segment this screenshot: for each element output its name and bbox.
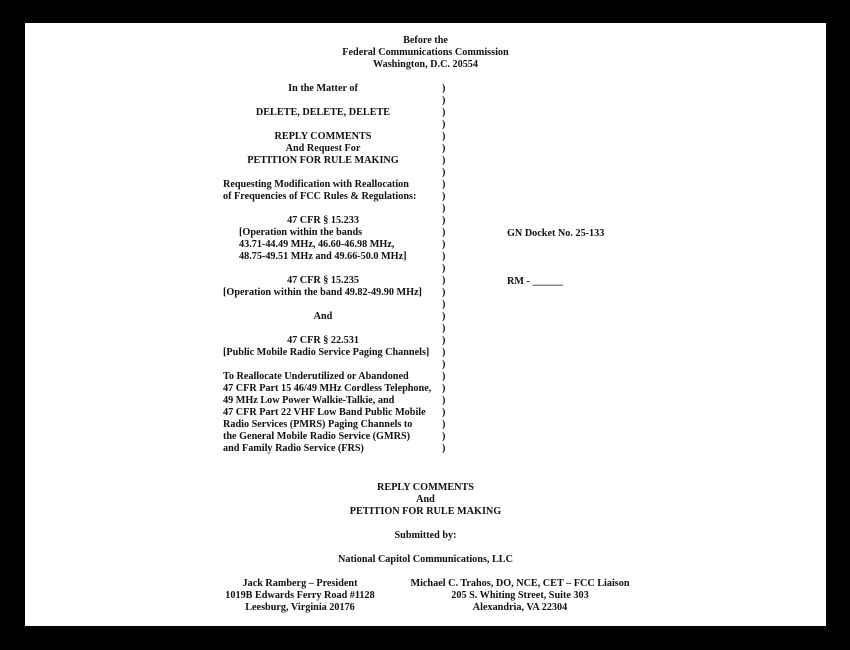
signatory-left (205, 578, 395, 614)
caption-paren: ) (442, 275, 446, 286)
caption-paren: ) (442, 395, 446, 406)
caption-paren: ) (442, 383, 446, 394)
caption-left-column (223, 83, 443, 455)
submitted-by: Submitted by: (394, 530, 457, 541)
caption-paren: ) (442, 431, 446, 442)
caption-request-2: of Frequencies of FCC Rules & Regulations: (223, 191, 417, 202)
caption-cfr1-a: [Operation within the bands (239, 227, 363, 238)
header-line-1: Before the (403, 35, 448, 46)
caption-paren: ) (442, 263, 446, 274)
caption-paren: ) (442, 95, 446, 106)
footer-title-2: And (416, 494, 435, 505)
document-header (25, 35, 826, 71)
caption-realloc-2: 47 CFR Part 15 46/49 MHz Cordless Telephone, (223, 383, 432, 394)
caption-paren: ) (442, 371, 446, 382)
signatory-right-name: Michael C. Trahos, DO, NCE, CET – FCC Liaison (410, 578, 630, 589)
caption-paren: ) (442, 359, 446, 370)
caption-paren: ) (442, 215, 446, 226)
caption-paren: ) (442, 227, 446, 238)
caption-paren: ) (442, 143, 446, 154)
rm-number: RM - ______ (507, 276, 564, 287)
caption-paren: ) (442, 335, 446, 346)
caption-cfr2-a: [Operation within the band 49.82-49.90 MHz] (223, 287, 422, 298)
document-page (25, 23, 826, 626)
signatory-left-addr2: Leesburg, Virginia 20176 (245, 602, 355, 613)
signatory-left-addr1: 1019B Edwards Ferry Road #1128 (225, 590, 375, 601)
caption-and: And (313, 311, 333, 322)
caption-realloc-5: Radio Services (PMRS) Paging Channels to (223, 419, 413, 430)
caption-reply-3: PETITION FOR RULE MAKING (247, 155, 399, 166)
caption-paren: ) (442, 311, 446, 322)
caption-realloc-1: To Reallocate Underutilized or Abandoned (223, 371, 409, 382)
caption-paren: ) (442, 419, 446, 430)
caption-paren: ) (442, 119, 446, 130)
caption-realloc-6: the General Mobile Radio Service (GMRS) (223, 431, 411, 442)
footer-title-1: REPLY COMMENTS (377, 482, 474, 493)
caption-paren: ) (442, 83, 446, 94)
signatory-right (405, 578, 635, 614)
caption-realloc-4: 47 CFR Part 22 VHF Low Band Public Mobile (223, 407, 426, 418)
caption-paren: ) (442, 131, 446, 142)
signatory-left-name: Jack Ramberg – President (242, 578, 358, 589)
caption-paren: ) (442, 407, 446, 418)
footer-title-3: PETITION FOR RULE MAKING (349, 506, 502, 517)
caption-matter: In the Matter of (288, 83, 358, 94)
caption-paren: ) (442, 287, 446, 298)
caption-paren: ) (442, 323, 446, 334)
caption-paren: ) (442, 167, 446, 178)
caption-cfr2-title: 47 CFR § 15.235 (287, 275, 359, 286)
caption-paren-column (442, 83, 450, 455)
caption-cfr3-a: [Public Mobile Radio Service Paging Channels] (223, 347, 430, 358)
caption-cfr1-b: 43.71-44.49 MHz, 46.60-46.98 MHz, (239, 239, 395, 250)
footer-title (25, 482, 826, 518)
organization-name: National Capitol Communications, LLC (338, 554, 513, 565)
caption-paren: ) (442, 239, 446, 250)
caption-paren: ) (442, 203, 446, 214)
caption-paren: ) (442, 107, 446, 118)
caption-cfr3-title: 47 CFR § 22.531 (287, 335, 359, 346)
caption-realloc-7: and Family Radio Service (FRS) (223, 443, 364, 454)
caption-delete: DELETE, DELETE, DELETE (255, 107, 391, 118)
caption-paren: ) (442, 191, 446, 202)
caption-paren: ) (442, 179, 446, 190)
caption-cfr1-c: 48.75-49.51 MHz and 49.66-50.0 MHz] (239, 251, 407, 262)
caption-paren: ) (442, 443, 446, 454)
caption-paren: ) (442, 155, 446, 166)
signatory-right-addr1: 205 S. Whiting Street, Suite 303 (451, 590, 589, 601)
caption-request-1: Requesting Modification with Reallocation (223, 179, 409, 190)
docket-number: GN Docket No. 25-133 (507, 228, 605, 239)
caption-paren: ) (442, 347, 446, 358)
header-line-2: Federal Communications Commission (342, 47, 509, 58)
caption-reply-2: And Request For (285, 143, 361, 154)
header-line-3: Washington, D.C. 20554 (372, 59, 478, 70)
caption-realloc-3: 49 MHz Low Power Walkie-Talkie, and (223, 395, 395, 406)
caption-cfr1-title: 47 CFR § 15.233 (287, 215, 359, 226)
caption-paren: ) (442, 251, 446, 262)
caption-paren: ) (442, 299, 446, 310)
signatory-right-addr2: Alexandria, VA 22304 (472, 602, 568, 613)
caption-reply-1: REPLY COMMENTS (274, 131, 372, 142)
